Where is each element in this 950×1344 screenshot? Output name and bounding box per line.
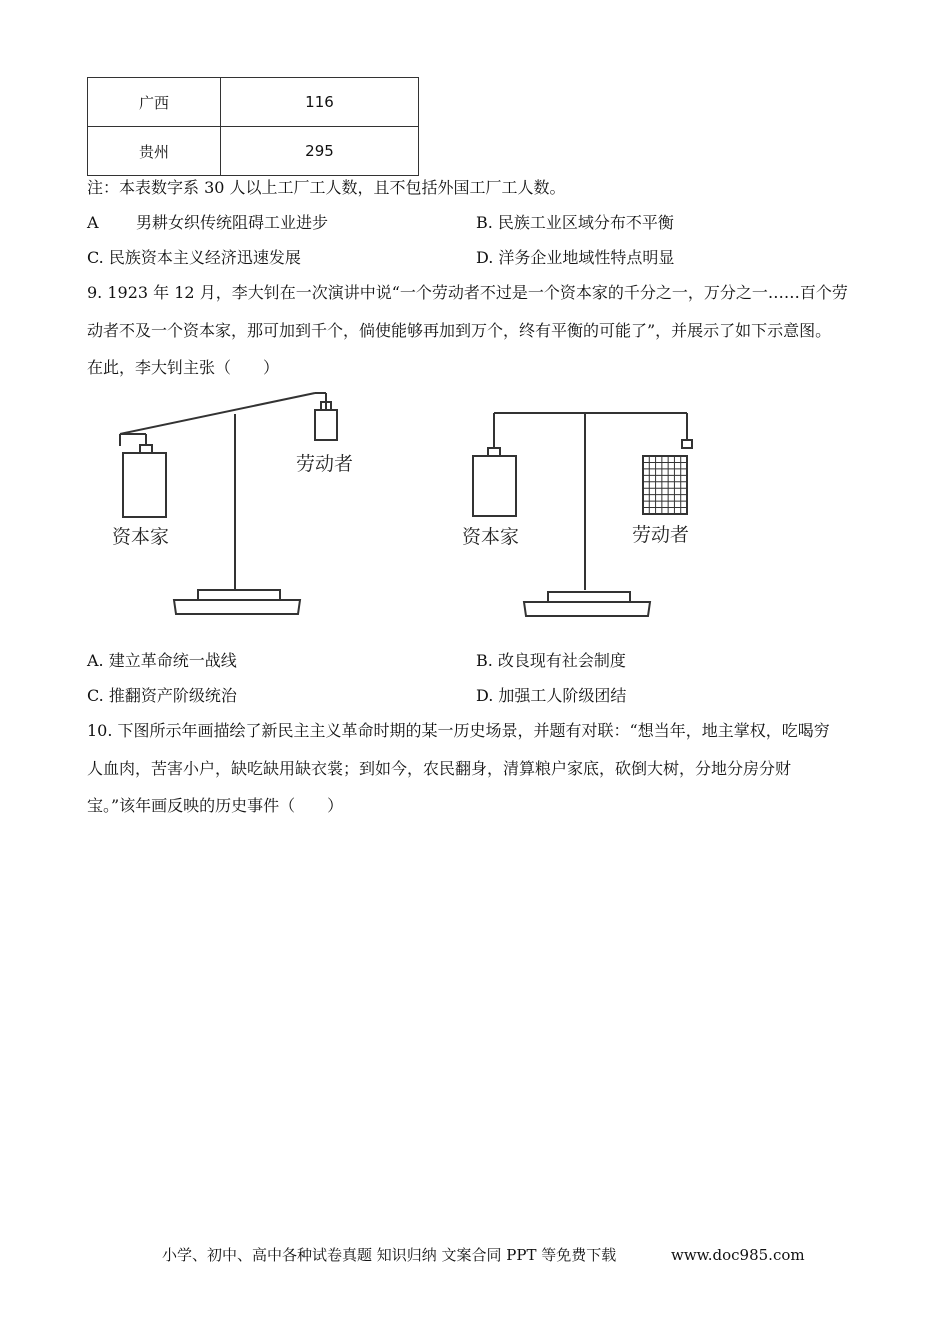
balance-scale-diagram-balanced: [450, 410, 710, 630]
table-cell-region: 广西: [88, 78, 221, 127]
option-b: B. 民族工业区域分布不平衡: [476, 213, 674, 232]
question-10-line-1: 10. 下图所示年画描绘了新民主主义革命时期的某一历史场景，并题有对联：“想当年，地主掌权，吃喝穷: [87, 721, 830, 740]
capitalist-weight: [123, 453, 166, 517]
data-table: [87, 77, 419, 176]
q9-option-d: D. 加强工人阶级团结: [476, 686, 627, 705]
capitalist-weight: [473, 456, 516, 516]
capitalist-label: 资本家: [462, 526, 520, 548]
capitalist-hook: [140, 445, 152, 453]
table-cell-region: 贵州: [88, 127, 221, 176]
capitalist-label: 资本家: [112, 526, 170, 548]
question-10-line-2: 人血肉，苦害小户，缺吃缺用缺衣裳；到如今，农民翻身，清算粮户家底，砍倒大树，分地分房分财: [87, 759, 792, 778]
table-row: [88, 127, 419, 176]
q9-option-c: C. 推翻资产阶级统治: [87, 686, 237, 705]
balance-scale-diagram-unbalanced: [100, 390, 380, 630]
table-note: 注：本表数字系 30 人以上工厂工人数，且不包括外国工厂工人数。: [87, 178, 566, 197]
worker-label: 劳动者: [632, 524, 690, 546]
option-a-text: 男耕女织传统阻碍工业进步: [136, 213, 329, 232]
scale-beam: [120, 393, 315, 434]
question-9-line-3: 在此，李大钊主张（ ）: [87, 358, 280, 377]
scale-base: [174, 600, 300, 614]
scale-base: [524, 602, 650, 616]
question-9-line-2: 动者不及一个资本家，那可加到千个，倘使能够再加到万个，终有平衡的可能了”，并展示了如下示意图。: [87, 321, 832, 340]
option-d: D. 洋务企业地域性特点明显: [476, 248, 675, 267]
footer-url[interactable]: www.doc985.com: [671, 1246, 805, 1264]
worker-weight: [315, 410, 337, 440]
q9-option-b: B. 改良现有社会制度: [476, 651, 626, 670]
table-row: [88, 78, 419, 127]
question-9-line-1: 9. 1923 年 12 月，李大钊在一次演讲中说“一个劳动者不过是一个资本家的千分之一，万分之一……百个劳: [87, 283, 848, 302]
scale-base-top: [198, 590, 280, 600]
table-cell-value: 116: [221, 78, 419, 127]
option-c: C. 民族资本主义经济迅速发展: [87, 248, 301, 267]
table-cell-value: 295: [221, 127, 419, 176]
option-a-letter: A: [87, 213, 99, 232]
footer-text: 小学、初中、高中各种试卷真题 知识归纳 文案合同 PPT 等免费下载: [162, 1246, 617, 1264]
scale-base-top: [548, 592, 630, 602]
worker-label: 劳动者: [296, 453, 354, 475]
q9-option-a: A. 建立革命统一战线: [87, 651, 237, 670]
question-10-line-3: 宝。”该年画反映的历史事件（ ）: [87, 796, 344, 815]
